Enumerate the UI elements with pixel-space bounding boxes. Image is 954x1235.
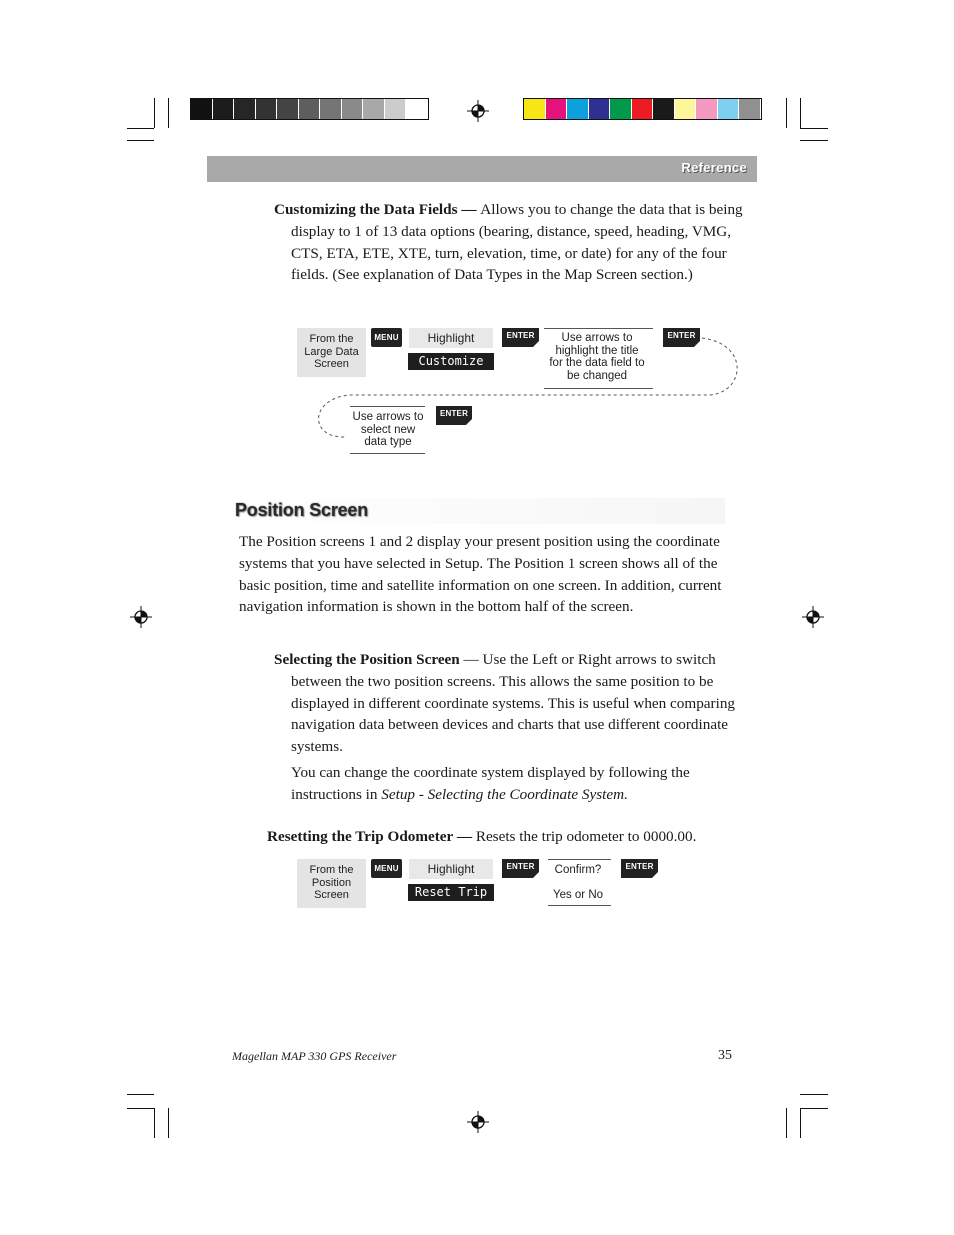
crop-mark	[800, 1094, 828, 1095]
crop-mark	[786, 98, 787, 128]
crop-mark	[800, 128, 828, 129]
flow1-step4-topline	[350, 406, 425, 407]
flow1-start-line: Large Data	[304, 345, 359, 358]
color-swatch	[299, 99, 321, 119]
position-intro: The Position screens 1 and 2 display your present position using the coordinate systems that you have selected in Setup. The Position 1 screen shows all of the basic position, time and satellite information on one screen. In addition, current navigation information is shown in the bottom half of the screen.	[239, 533, 722, 616]
color-swatch	[739, 99, 761, 119]
page-number: 35	[718, 1048, 732, 1063]
crop-mark	[786, 1108, 787, 1138]
section-header-label: Reference	[681, 160, 747, 175]
color-swatch	[567, 99, 589, 119]
color-swatch	[213, 99, 235, 119]
selecting-note-text: You can change the coordinate system displayed by following the instructions in	[291, 764, 690, 803]
color-swatch	[653, 99, 675, 119]
crop-mark	[800, 1108, 828, 1109]
color-bar	[523, 98, 762, 120]
flow2-highlight-value: Reset Trip	[408, 884, 494, 901]
selecting-paragraph	[274, 649, 745, 758]
flow1-step4-bottomline	[350, 453, 425, 454]
color-swatch	[675, 99, 697, 119]
flow2-options-text: Yes or No	[552, 889, 604, 901]
enter-key-label: ENTER	[667, 331, 696, 340]
registration-mark-icon	[465, 1109, 491, 1135]
registration-mark-icon	[465, 98, 491, 124]
flow2-options-bottomline	[548, 905, 611, 906]
flow2-confirm-text: Confirm?	[554, 864, 602, 876]
flow1-step3-line: for the data field to	[549, 357, 645, 370]
crop-mark	[800, 98, 801, 128]
flow2-start-line: Position	[311, 876, 352, 889]
flow1-start-line: Screen	[314, 358, 349, 370]
crop-mark	[154, 1108, 155, 1138]
resetting-term: Resetting the Trip Odometer	[267, 828, 454, 845]
color-swatch	[277, 99, 299, 119]
flow1-highlight-value: Customize	[408, 353, 494, 370]
crop-mark	[154, 98, 155, 128]
color-swatch	[363, 99, 385, 119]
flow1-step3-line: be changed	[566, 370, 628, 383]
flow2-highlight-label: Highlight	[427, 862, 475, 876]
grayscale-bar	[190, 98, 429, 120]
color-swatch	[589, 99, 611, 119]
selecting-note	[291, 762, 727, 806]
flow1-step4-line: Use arrows to	[352, 411, 424, 423]
selecting-body: Use the Left or Right arrows to switch between the two position screens. This allows the same position to be displayed in different coordinate systems. This is useful when comparing navigation data between devices and charts that use different coordinate systems.	[291, 651, 736, 756]
flow2-start-box	[297, 859, 366, 908]
color-swatch	[546, 99, 568, 119]
resetting-body: Resets the trip odometer to 0000.00.	[475, 828, 697, 845]
color-swatch	[320, 99, 342, 119]
position-screen-title-bar	[233, 498, 725, 524]
customizing-body: Allows you to change the data that is being display to 1 of 13 data options (bearing, distance, speed, heading, VMG, CTS, ETA, ETE, XTE, turn, elevation, time, or date) for any of the four fields. (See explanation of Data Types in the Map Screen section.)	[291, 201, 743, 284]
footer-title: Magellan MAP 330 GPS Receiver	[232, 1049, 397, 1063]
selecting-note-reference: Setup - Selecting the Coordinate System.	[381, 785, 628, 803]
flow1-step4-line: select new	[360, 423, 416, 436]
flow2-start-line: Screen	[314, 889, 349, 901]
enter-key-label: ENTER	[506, 331, 535, 340]
flow1-step4-text	[346, 411, 430, 449]
crop-mark	[127, 1108, 154, 1109]
registration-mark-icon	[128, 604, 154, 630]
enter-key-label: ENTER	[439, 409, 469, 418]
menu-key-icon: MENU	[371, 328, 402, 347]
em-dash: —	[459, 651, 483, 668]
flow2-confirm-topline	[548, 859, 611, 860]
flow1-start-line: From the	[309, 333, 354, 345]
registration-mark-icon	[800, 604, 826, 630]
crop-mark	[168, 98, 169, 128]
color-swatch	[696, 99, 718, 119]
customizing-paragraph	[274, 199, 743, 286]
flow2-start-line: From the	[309, 864, 354, 876]
flow1-step3-topline	[544, 328, 653, 329]
enter-key-label: ENTER	[625, 862, 654, 871]
position-screen-title: Position Screen	[235, 500, 369, 520]
flow1-step3-line: Use arrows to	[561, 332, 633, 344]
section-header-band	[207, 156, 757, 182]
color-swatch	[234, 99, 256, 119]
color-swatch	[632, 99, 654, 119]
menu-key-icon: MENU	[371, 859, 402, 878]
color-swatch	[524, 99, 546, 119]
resetting-paragraph	[267, 826, 727, 848]
crop-mark	[800, 1108, 801, 1138]
em-dash: —	[453, 828, 476, 845]
crop-mark	[800, 140, 828, 141]
crop-mark	[127, 140, 154, 141]
flow1-highlight-label: Highlight	[427, 331, 475, 345]
flow1-step4-line: data type	[364, 436, 412, 449]
color-swatch	[256, 99, 278, 119]
color-swatch	[342, 99, 364, 119]
color-swatch	[385, 99, 407, 119]
crop-mark	[127, 128, 154, 129]
crop-mark	[168, 1108, 169, 1138]
em-dash: —	[457, 201, 481, 218]
color-swatch	[718, 99, 740, 119]
customizing-term: Customizing the Data Fields	[274, 201, 458, 218]
color-swatch	[610, 99, 632, 119]
enter-key-label: ENTER	[506, 862, 535, 871]
selecting-term: Selecting the Position Screen	[274, 651, 460, 668]
crop-mark	[127, 1094, 154, 1095]
color-swatch	[191, 99, 213, 119]
color-swatch	[406, 99, 428, 119]
flow1-step3-line: highlight the title	[555, 344, 639, 357]
